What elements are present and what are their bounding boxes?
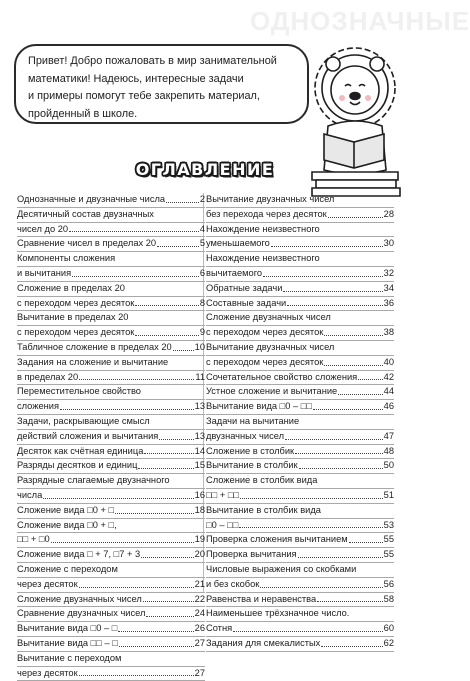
lion-reading-illustration (300, 30, 412, 200)
toc-entry-title: Проверка сложения вычитанием (206, 533, 348, 547)
toc-leader-dots (283, 282, 382, 292)
toc-entry-title: Нахождение неизвестного (206, 252, 320, 266)
toc-entry-title: числа (17, 489, 42, 503)
toc-entry-title: □0 – □□ (206, 519, 238, 533)
toc-entry (206, 519, 394, 534)
toc-entry-page: 44 (384, 385, 394, 399)
toc-entry (17, 593, 205, 608)
toc-entry-title: с переходом через десяток (17, 326, 134, 340)
toc-leader-dots (43, 489, 193, 499)
toc-entry-page: 26 (195, 622, 205, 636)
toc-entry-title: Десяток как счётная единица (17, 445, 143, 459)
toc-entry-title: Сотня (206, 622, 232, 636)
toc-entry-page: 22 (195, 593, 205, 607)
toc-entry-page: 62 (384, 637, 394, 651)
toc-entry-title: чисел до 20 (17, 223, 68, 237)
toc-entry-page: 13 (195, 400, 205, 414)
toc-entry (206, 607, 394, 622)
toc-entry-title: Задачи, раскрывающие смысл (17, 415, 150, 429)
toc-entry-page: 56 (384, 578, 394, 592)
toc-entry (206, 400, 394, 415)
toc-entry-title: Вычитание вида □0 – □ (17, 622, 117, 636)
toc-entry (17, 607, 205, 622)
toc-entry (206, 563, 394, 578)
toc-entry-title: Задания для смекалистых (206, 637, 320, 651)
toc-entry-page: 53 (384, 519, 394, 533)
toc-entry-title: Сравнение чисел в пределах 20 (17, 237, 156, 251)
toc-entry (17, 282, 205, 297)
toc-entry (206, 267, 394, 282)
toc-entry (17, 311, 205, 326)
toc-entry-title: с переходом через десяток (17, 297, 134, 311)
toc-entry-title: Наименьшее трёхзначное число. (206, 607, 349, 621)
toc-entry-page: 55 (384, 533, 394, 547)
toc-entry-title: Составные задачи (206, 297, 286, 311)
toc-entry (206, 311, 394, 326)
toc-entry-title: Десятичный состав двузначных (17, 208, 154, 222)
toc-entry-title: □□ + □□ (206, 489, 239, 503)
toc-entry-page: 42 (384, 371, 394, 385)
toc-entry (206, 356, 394, 371)
toc-leader-dots (233, 622, 383, 632)
toc-entry (17, 297, 205, 312)
toc-entry (206, 282, 394, 297)
toc-leader-dots (138, 459, 193, 469)
toc-entry-page: 51 (384, 489, 394, 503)
toc-leader-dots (115, 504, 194, 514)
toc-entry (17, 637, 205, 652)
toc-entry (17, 445, 205, 460)
toc-entry (206, 489, 394, 504)
toc-entry (17, 504, 205, 519)
toc-leader-dots (317, 593, 382, 603)
toc-entry-title: Вычитание вида □□ – □ (17, 637, 118, 651)
toc-leader-dots (157, 237, 199, 247)
toc-entry-page: 5 (200, 237, 205, 251)
toc-entry (17, 193, 205, 208)
toc-entry-title: Табличное сложение в пределах 20 (17, 341, 172, 355)
toc-entry-title: с переходом через десяток (206, 326, 323, 340)
toc-entry (206, 223, 394, 238)
toc-leader-dots (173, 341, 194, 351)
toc-leader-dots (146, 607, 193, 617)
toc-leader-dots (285, 430, 383, 440)
toc-entry-title: действий сложения и вычитания (17, 430, 158, 444)
bubble-line: пройденный в школе. (28, 106, 295, 124)
toc-leader-dots (51, 533, 194, 543)
toc-entry (17, 326, 205, 341)
toc-entry (206, 297, 394, 312)
toc-entry-page: 38 (384, 326, 394, 340)
toc-leader-dots (118, 622, 193, 632)
toc-entry-title: в пределах 20 (17, 371, 78, 385)
toc-entry-page: 27 (195, 637, 205, 651)
toc-entry-page: 13 (195, 430, 205, 444)
toc-entry (17, 489, 205, 504)
toc-entry-title: Вычитание в столбик вида (206, 504, 321, 518)
toc-entry (206, 548, 394, 563)
toc-entry-page: 32 (384, 267, 394, 281)
toc-entry (17, 430, 205, 445)
toc-entry-title: Вычитание с переходом (17, 652, 121, 666)
toc-entry-page: 8 (200, 297, 205, 311)
toc-leader-dots (69, 223, 199, 233)
toc-entry-title: Нахождение неизвестного (206, 223, 320, 237)
toc-entry (17, 341, 205, 356)
toc-entry-page: 10 (195, 341, 205, 355)
speech-bubble (14, 44, 309, 124)
toc-leader-dots (299, 459, 383, 469)
toc-leader-dots (79, 667, 194, 677)
toc-leader-dots (321, 637, 382, 647)
toc-entry-title: Вычитание в пределах 20 (17, 311, 128, 325)
toc-entry (206, 193, 394, 208)
toc-entry (17, 667, 205, 681)
toc-entry-title: Сложение в столбик (206, 445, 294, 459)
bubble-line: математики! Надеюсь, интересные задачи (28, 71, 295, 89)
toc-entry-page: 60 (384, 622, 394, 636)
toc-left-column (17, 193, 205, 681)
toc-entry (206, 459, 394, 474)
toc-entry-page: 15 (195, 459, 205, 473)
toc-entry (206, 252, 394, 267)
toc-leader-dots (240, 489, 383, 499)
toc-leader-dots (135, 297, 199, 307)
toc-entry (17, 519, 205, 534)
toc-entry (17, 385, 205, 400)
toc-entry-title: Сложение в пределах 20 (17, 282, 125, 296)
toc-leader-dots (144, 445, 193, 455)
toc-entry-title: Однозначные и двузначные числа (17, 193, 165, 207)
toc-entry-title: Обратные задачи (206, 282, 282, 296)
toc-entry-title: Устное сложение и вычитание (206, 385, 337, 399)
toc-leader-dots (271, 237, 383, 247)
toc-entry-page: 9 (200, 326, 205, 340)
toc-entry (17, 356, 205, 371)
toc-entry-title: и без скобок (206, 578, 259, 592)
toc-entry-page: 28 (384, 208, 394, 222)
toc-entry-title: Сложение в столбик вида (206, 474, 317, 488)
toc-entry (17, 578, 205, 593)
toc-entry-page: 30 (384, 237, 394, 251)
toc-entry-page: 50 (384, 459, 394, 473)
toc-entry-page: 40 (384, 356, 394, 370)
toc-entry-title: Сравнение двузначных чисел (17, 607, 145, 621)
toc-leader-dots (135, 326, 199, 336)
toc-entry-title: Разряды десятков и единиц (17, 459, 137, 473)
toc-leader-dots (287, 297, 382, 307)
background-watermark: ОДНОЗНАЧНЫЕ (250, 6, 470, 37)
toc-entry (17, 208, 205, 223)
toc-entry-page: 47 (384, 430, 394, 444)
toc-entry (17, 548, 205, 563)
toc-entry-page: 11 (195, 371, 205, 385)
toc-entry-title: Равенства и неравенства (206, 593, 316, 607)
toc-entry (206, 237, 394, 252)
toc-entry-title: Задания на сложение и вычитание (17, 356, 168, 370)
toc-entry-title: Сложение двузначных чисел (206, 311, 331, 325)
toc-entry-title: Задачи на вычитание (206, 415, 299, 429)
toc-entry-title: Сложение с переходом (17, 563, 118, 577)
toc-entry-title: Вычитание вида □0 – □□ (206, 400, 312, 414)
toc-leader-dots (159, 430, 193, 440)
toc-entry (206, 578, 394, 593)
toc-leader-dots (295, 445, 383, 455)
toc-leader-dots (349, 533, 383, 543)
toc-entry-page: 2 (200, 193, 205, 207)
toc-entry-title: через десяток (17, 578, 78, 592)
toc-entry-page: 58 (384, 593, 394, 607)
toc-leader-dots (298, 548, 383, 558)
toc-entry (206, 341, 394, 356)
toc-entry (206, 371, 394, 386)
toc-entry-title: Вычитание двузначных чисел (206, 193, 334, 207)
toc-entry (206, 326, 394, 341)
toc-leader-dots (313, 400, 383, 410)
toc-leader-dots (141, 548, 193, 558)
toc-entry-page: 46 (384, 400, 394, 414)
toc-leader-dots (239, 519, 382, 529)
toc-entry-page: 16 (195, 489, 205, 503)
toc-entry-page: 14 (195, 445, 205, 459)
toc-leader-dots (79, 578, 194, 588)
toc-entry (17, 400, 205, 415)
toc-entry-page: 24 (195, 607, 205, 621)
toc-entry-page: 55 (384, 548, 394, 562)
toc-entry-title: уменьшаемого (206, 237, 270, 251)
toc-entry-title: Сложение вида □0 + □ (17, 504, 114, 518)
toc-entry-title: без перехода через десяток (206, 208, 327, 222)
toc-entry-page: 34 (384, 282, 394, 296)
toc-leader-dots (358, 371, 382, 381)
bubble-line: Привет! Добро пожаловать в мир занимательной (28, 53, 295, 71)
toc-entry (17, 474, 205, 489)
toc-leader-dots (72, 267, 199, 277)
toc-entry (17, 223, 205, 238)
toc-entry (17, 371, 205, 386)
toc-right-column (206, 193, 394, 652)
toc-leader-dots (60, 400, 194, 410)
toc-entry (206, 637, 394, 652)
toc-entry-title: Сложение двузначных чисел (17, 593, 142, 607)
toc-entry-page: 4 (200, 223, 205, 237)
toc-entry (206, 430, 394, 445)
toc-entry (17, 533, 205, 548)
toc-leader-dots (338, 385, 382, 395)
toc-entry (17, 622, 205, 637)
toc-entry (206, 504, 394, 519)
toc-entry (17, 459, 205, 474)
toc-entry-page: 20 (195, 548, 205, 562)
toc-entry (17, 652, 205, 667)
toc-leader-dots (260, 578, 382, 588)
toc-entry-title: с переходом через десяток (206, 356, 323, 370)
toc-entry (206, 622, 394, 637)
toc-entry-title: Сложение вида □ + 7, □7 + 3 (17, 548, 140, 562)
toc-entry-title: Компоненты сложения (17, 252, 115, 266)
toc-entry-title: □□ + □0 (17, 533, 50, 547)
toc-entry-title: сложения (17, 400, 59, 414)
toc-entry-page: 21 (195, 578, 205, 592)
toc-leader-dots (119, 637, 194, 647)
toc-entry (206, 385, 394, 400)
toc-leader-dots (324, 356, 382, 366)
toc-entry (17, 563, 205, 578)
toc-leader-dots (328, 208, 383, 218)
toc-entry-title: Числовые выражения со скобками (206, 563, 356, 577)
toc-entry-page: 27 (195, 667, 205, 681)
toc-entry (17, 267, 205, 282)
toc-leader-dots (79, 371, 194, 381)
toc-entry-title: через десяток (17, 667, 78, 681)
toc-entry (17, 237, 205, 252)
toc-entry (206, 593, 394, 608)
toc-entry-title: Сочетательное свойство сложения (206, 371, 357, 385)
toc-entry-page: 18 (195, 504, 205, 518)
toc-entry-title: Разрядные слагаемые двузначного (17, 474, 170, 488)
toc-entry-title: двузначных чисел (206, 430, 284, 444)
toc-leader-dots (143, 593, 194, 603)
toc-leader-dots (166, 193, 199, 203)
toc-entry-page: 6 (200, 267, 205, 281)
toc-leader-dots (324, 326, 382, 336)
toc-entry-page: 36 (384, 297, 394, 311)
toc-entry-page: 48 (384, 445, 394, 459)
toc-entry-title: Проверка вычитания (206, 548, 297, 562)
bubble-line: и примеры помогут тебе закрепить материал, (28, 88, 295, 106)
toc-entry-title: Вычитание в столбик (206, 459, 298, 473)
toc-entry (206, 415, 394, 430)
toc-entry (206, 533, 394, 548)
toc-entry-title: Сложение вида □0 + □, (17, 519, 117, 533)
toc-entry (17, 252, 205, 267)
toc-entry (17, 415, 205, 430)
toc-entry-title: Переместительное свойство (17, 385, 141, 399)
toc-entry (206, 445, 394, 460)
page-title: ОГЛАВЛЕНИЕ (130, 160, 280, 179)
toc-entry (206, 474, 394, 489)
toc-entry-title: и вычитания (17, 267, 71, 281)
toc-entry-title: Вычитание двузначных чисел (206, 341, 334, 355)
toc-entry-page: 19 (195, 533, 205, 547)
toc-entry (206, 208, 394, 223)
toc-leader-dots (263, 267, 383, 277)
toc-entry-title: вычитаемого (206, 267, 262, 281)
